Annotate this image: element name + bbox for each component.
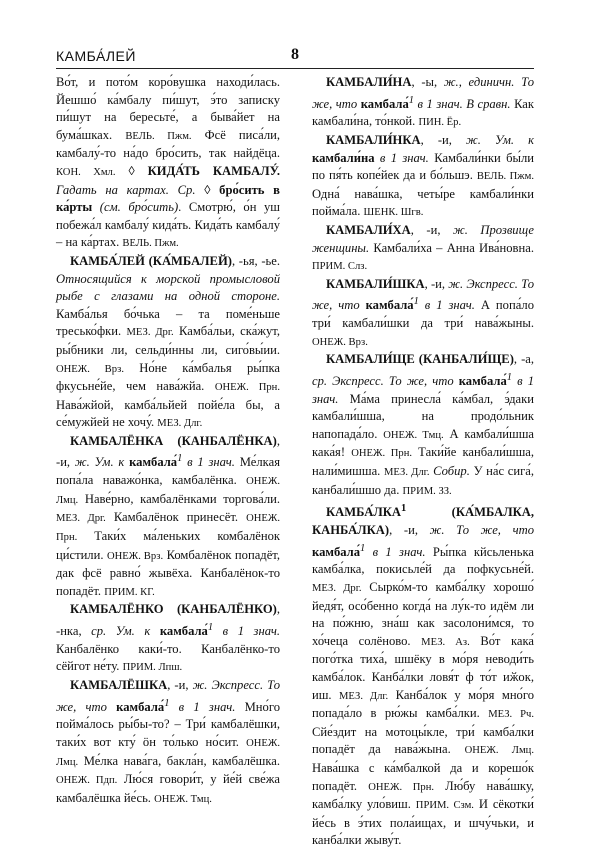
dictionary-entry xyxy=(312,276,534,352)
entry-text: 1 xyxy=(408,94,414,106)
dictionary-entry xyxy=(312,351,534,500)
entry-text: ср. Экспресс. То же, что xyxy=(312,374,454,389)
entry-text: Сйе́здит на мотоцы́кле, три́ камба́лки попадёт да нава́жына. xyxy=(312,724,534,757)
entry-text: , -ья, -ье. xyxy=(231,253,280,268)
source-abbr: ВЕЛЬ. Пжм. xyxy=(125,130,192,142)
dictionary-entry xyxy=(56,601,280,677)
entry-text: Камбали́нки бы́ли по пя́ть копе́йек да и бо́льшэ. xyxy=(312,150,534,183)
entry-text: , -и, xyxy=(389,523,430,537)
source-abbr: МЕЗ. Дрг. xyxy=(56,513,106,525)
source-abbr: МЕЗ. Дрг. xyxy=(312,582,362,594)
source-abbr: ОНЕЖ. Лмц. xyxy=(56,737,280,768)
cross-reference: камбала́ xyxy=(359,298,414,313)
entry-headword: КАМБАЛЁНКА (КАНБАЛЁНКА) xyxy=(70,433,277,448)
entry-text: , -ы, xyxy=(411,75,444,89)
entry-text: 1 xyxy=(400,503,407,515)
entry-text: Ме́лка нава́га, бакла́н, камбалёшка. xyxy=(78,753,280,768)
left-column xyxy=(56,74,280,808)
source-abbr: ВЕЛЬ. Пжм. xyxy=(476,171,534,183)
source-abbr: ОНЕЖ. Прн. xyxy=(368,781,435,793)
entry-text: А попа́ло три́ камбали́шки да три́ нава́жыны. xyxy=(312,298,534,331)
cross-reference: камбала́ xyxy=(124,455,178,470)
source-abbr: КОН. Хмл. xyxy=(56,166,116,178)
page-number: 8 xyxy=(291,46,299,63)
entry-text: , -и, xyxy=(167,677,193,692)
entry-text: У на́с сига́, канбали́шшо да. xyxy=(312,464,535,497)
source-abbr: ОНЕЖ. Прн. xyxy=(214,382,280,394)
entry-text: Камба́льи, ска́жут, ры́бники ли, сельди́нны ли, сиго́вы́ии. xyxy=(56,324,280,357)
source-abbr: МЕЗ. Длг. xyxy=(384,467,430,479)
entry-text: Камба́лья бо́чька – та поме́ньше тресько́фки. xyxy=(56,306,280,339)
definition: Гадать на картах. Ср. xyxy=(56,182,196,197)
dictionary-entry xyxy=(56,677,280,808)
entry-text: в 1 знач. xyxy=(213,624,280,639)
source-abbr: ОНЕЖ. Прн. xyxy=(351,448,413,460)
entry-text: Сырко́м-то камба́лку хорошо́ йедя́т, осо́бенно когда́ на лу́к-то идём ли на по́жню, зна́ш как засолони́мся, то хо́чеца солёново. xyxy=(312,579,534,648)
header-rule xyxy=(56,68,534,69)
right-column xyxy=(312,74,534,850)
entry-text: ж. Прозвище женщины. xyxy=(312,222,535,255)
source-abbr: МЕЗ. Длг. xyxy=(157,418,203,430)
cross-reference: камбала́ xyxy=(312,544,361,559)
entry-text: ◊ xyxy=(115,163,148,178)
dictionary-entry xyxy=(312,500,534,850)
entry-text: Во́т кака́ пого́тка тиха́, шшёку в мо́ря неводи́ть камба́лок. Канба́лки ловя́т ф то́т иӂок, иш. xyxy=(312,633,534,702)
source-abbr: ПРИМ. Лпш. xyxy=(122,662,183,674)
source-abbr: ПИН. Ёр. xyxy=(418,117,462,129)
source-abbr: ОНЕЖ. Врз. xyxy=(312,336,368,348)
entry-text: ср. Ум. к xyxy=(91,624,151,639)
entry-text: 1 xyxy=(360,542,366,554)
entry-text: 1 xyxy=(164,697,170,709)
dictionary-entry xyxy=(312,222,534,276)
cross-reference: камбали́на xyxy=(312,150,375,165)
entry-headword: КАМБАЛИ́ЩЕ (КАНБАЛИ́ЩЕ) xyxy=(326,352,514,367)
entry-headword: КАМБАЛИ́ХА xyxy=(326,222,411,237)
source-abbr: ОНЕЖ. Тмц. xyxy=(154,793,212,805)
running-headword: КАМБА́ЛЕЙ xyxy=(56,48,136,64)
entry-text: ж. Экспресс. То же, что xyxy=(312,276,534,313)
entry-text: Одна́ нава́шка, четы́ре камбали́нки пойма́ла. xyxy=(312,186,534,219)
entry-text: , -нка, xyxy=(56,602,280,639)
entry-text: в 1 знач. xyxy=(365,544,426,559)
idiom-headword: КИДА́ТЬ КАМБАЛУ́. xyxy=(147,163,280,178)
entry-text: , -а, xyxy=(513,352,535,367)
entry-text: ◊ xyxy=(195,182,220,197)
entry-text: , -и, xyxy=(56,433,280,470)
source-abbr: ОНЕЖ. Прн. xyxy=(56,513,280,544)
entry-text: Ме́лкая попа́ла наважо́нка, камбалёнка. xyxy=(56,455,280,488)
cross-reference: камбала́ xyxy=(106,699,165,714)
entry-text: , -и, xyxy=(420,132,467,147)
entry-text: Собир. xyxy=(429,464,470,479)
source-abbr: ПРИМ. ЗЗ. xyxy=(402,485,452,497)
entry-text: Камбали́ха – Анна Ива́новна. xyxy=(369,240,534,255)
entry-headword: КАМБАЛИ́НКА xyxy=(326,132,421,147)
entry-text: 1 xyxy=(177,453,183,465)
cross-reference: бро́сить в ка́рты xyxy=(56,182,280,215)
entry-text: И сёкотки́ йе́сь в э́тих пола́ищах, и шчу́чьки, и канба́лки жыву́т. xyxy=(312,797,534,848)
entry-text: Ры́пка кйсьленька камба́лка, покисьле́й да пофкусьне́й. xyxy=(312,544,534,577)
entry-text: в 1 знач. В сравн. xyxy=(414,96,511,111)
source-abbr: ОНЕЖ. Лмц. xyxy=(464,745,534,757)
entry-text: А камбали́шша кака́я! xyxy=(312,426,534,460)
entry-text xyxy=(92,200,100,214)
entry-headword: КАМБАЛИ́ШКА xyxy=(326,276,425,291)
cross-reference: камбала́ xyxy=(453,374,507,389)
entry-text: Лю́ся говори́т, у йе́й све́жа камбалёшка йе́сь. xyxy=(56,772,280,805)
entry-text: ж. Ум. к xyxy=(74,455,125,470)
source-abbr: ОНЕЖ. Врз. xyxy=(106,550,164,562)
entry-text: ж. То же, что xyxy=(429,523,534,537)
entry-text: ж. Ум. к xyxy=(466,132,534,147)
source-abbr: ПРИМ. Слз. xyxy=(312,261,368,273)
dictionary-entry xyxy=(56,433,280,602)
cross-reference: камбала́ xyxy=(150,624,208,639)
entry-text: Нава́жйой, камба́льйей пойе́ла бы, а се́мужйей не хочу́. xyxy=(56,397,280,430)
entry-headword: КАМБА́ЛКА xyxy=(326,505,401,520)
dictionary-entry xyxy=(312,132,534,222)
source-abbr: ПРИМ. Сзм. xyxy=(415,800,474,812)
entry-headword: КАМБАЛЁНКО (КАНБАЛЁНКО) xyxy=(70,602,277,617)
entry-text: Комбалёнок попадёт, дак фсё равно́ жывёха. Канбалёнок-то попадёт. xyxy=(56,547,281,598)
source-abbr: ВЕЛЬ. Пжм. xyxy=(122,238,179,250)
entry-headword: КАМБАЛИ́НА xyxy=(326,75,412,89)
entry-text: Мно́го пойма́лось ры́бы-то? – Три́ камбалёшки, таки́х вот кту́ ӧн то́лько но́сит. xyxy=(56,699,280,749)
entry-text: Таки́йе канбали́шша, нали́мишша. xyxy=(312,445,535,479)
entry-text: 1 xyxy=(207,622,214,633)
source-abbr: ПРИМ. КГ. xyxy=(104,586,155,598)
entry-text: в 1 знач. xyxy=(169,699,236,714)
dictionary-entry xyxy=(312,74,534,132)
entry-text: в 1 знач. xyxy=(182,455,235,470)
entry-continuation xyxy=(56,74,280,253)
source-abbr: ОНЕЖ. Тмц. xyxy=(383,429,444,441)
source-abbr: ОНЕЖ. Пдп. xyxy=(56,775,118,787)
entry-text: Таки́х ма́леньких комбалёнок ци́стили. xyxy=(56,529,280,562)
source-abbr: ОНЕЖ. Врз. xyxy=(56,363,125,375)
entry-text: Лю́бу нава́шку, камба́лку уло́виш. xyxy=(312,778,535,812)
entry-headword: КАМБАЛЁШКА xyxy=(70,677,168,692)
cross-reference-note: (см. бро́сить) xyxy=(99,200,179,215)
source-abbr: МЕЗ. Аз. xyxy=(421,636,470,648)
entry-headword: КАМБА́ЛЕЙ (КА́МБАЛЕЙ) xyxy=(70,253,232,268)
entry-text: в 1 знач. xyxy=(374,150,429,165)
entry-text: Канбалёнко каки́-то. Канбалёнко-то сёйгот не́ту. xyxy=(56,641,280,674)
entry-text: Нава́шка с ка́мбалкой да и корешо́к попадёт. xyxy=(312,760,534,793)
source-abbr: МЕЗ. Рч. xyxy=(488,709,534,721)
entry-text: Но́не ка́мбалья ры́пка фкусьне́йе, чем нава́жйа. xyxy=(56,360,280,394)
entry-text: ж., единичн. То же, что xyxy=(312,75,534,111)
entry-text: 1 xyxy=(413,296,419,308)
entry-text: Ма́ма принесла́ ка́мбал, э́даки камбали́шша, на продо́льник напопада́ло. xyxy=(312,391,534,441)
source-abbr: ОНЕЖ. Лмц. xyxy=(56,476,280,506)
entry-text: ж. Экспресс. То же, что xyxy=(56,677,280,714)
entry-text: , -и, xyxy=(424,276,449,291)
entry-text: Как камбали́на, то́нкой. xyxy=(312,96,535,129)
entry-text: Наве́рно, камбалёнками торгова́ли. xyxy=(78,491,280,506)
entry-text: Канба́лок у мо́ря мно́го попада́ло в рю́жы камба́лки. xyxy=(312,687,535,721)
source-abbr: МЕЗ. Дрг. xyxy=(126,327,174,339)
entry-text: , -и, xyxy=(410,222,454,237)
source-abbr: ШЕНК. Шгв. xyxy=(363,207,424,219)
entry-text: Камбалёнок принесёт. xyxy=(105,510,247,525)
cross-reference: камбала́ xyxy=(357,96,409,111)
dictionary-entry xyxy=(56,253,280,433)
entry-text: в 1 знач. xyxy=(418,298,475,313)
source-abbr: МЕЗ. Длг. xyxy=(339,690,389,702)
entry-text: 1 xyxy=(506,371,512,383)
entry-text: Во́т, и пото́м коро́вушка находи́лась. Йешшо́ ка́мбалу пи́шут, э́то записку пи́шут на бересьте́, а быва́йет на бума́шках. xyxy=(56,75,280,142)
entry-text: в 1 знач. xyxy=(312,374,534,406)
page-header xyxy=(56,44,534,68)
entry-text: (КА́МБАЛКА, КАНБА́ЛКА) xyxy=(312,505,534,537)
definition: Относящийся к морской промысловой рыбе с глазами на одной стороне. xyxy=(56,271,280,304)
entry-text: . Смотрю́, о́н уш побежа́л камбалу́ кида́ть. Кида́ть камбалу́ – на ка́ртах. xyxy=(56,200,281,250)
entry-text: Фсё писа́ли, камбалу́-то на́до бро́сить, так найдёца. xyxy=(56,127,280,161)
